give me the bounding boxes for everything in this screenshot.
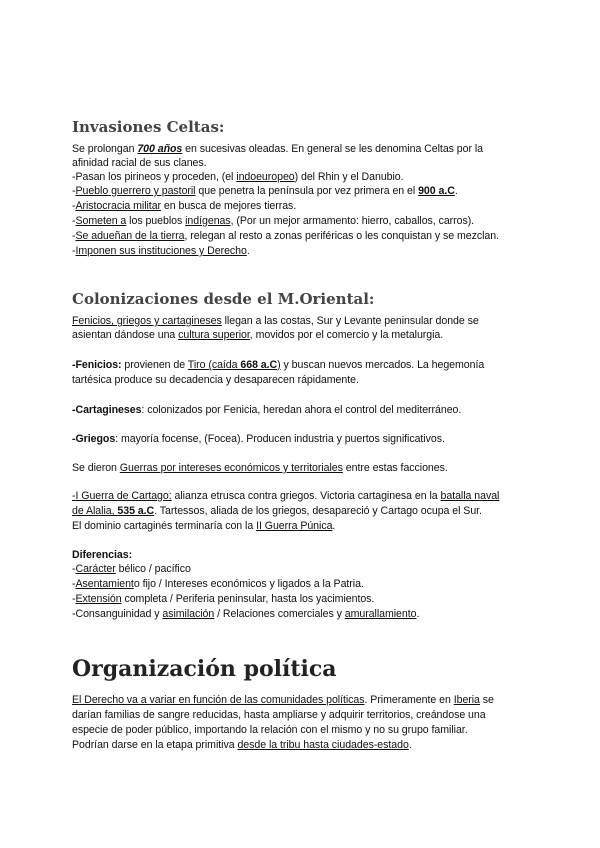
celtas-line-7: -Se adueñan de la tierra, relegan al resto a zonas periféricas o les conquistan y se mezclan. [72,230,500,242]
section-title-organizacion: Organización política [72,656,337,682]
organizacion-line-2: darían familias de sangre reducidas, hasta ampliarse y adquirir territorios, creándose una [72,709,486,721]
diferencias-line-2: -Asentamiento fijo / Intereses económicos y ligados a la Patria. [72,578,364,590]
fenicios-line-1: -Fenicios: provienen de Tiro (caída 668 a.C) y buscan nuevos mercados. La hegemonía [72,359,485,371]
celtas-line-4: -Pueblo guerrero y pastoril que penetra la península por vez primera en el 900 a.C. [72,185,458,197]
organizacion-line-3: especie de poder público, importando la relación con el mismo y no su grupo familiar. [72,724,468,736]
diferencias-line-1: -Carácter bélico / pacífico [72,563,191,575]
celtas-line-6: -Someten a los pueblos indígenas, (Por un mejor armamento: hierro, caballos, carros). [72,215,475,227]
celtas-line-5: -Aristocracia militar en busca de mejores tierras. [72,200,297,212]
diferencias-line-4: -Consanguinidad y asimilación / Relaciones comerciales y amurallamiento. [72,608,420,620]
section-title-colonizaciones: Colonizaciones desde el M.Oriental: [72,290,375,308]
cartagineses-line: -Cartagineses: colonizados por Fenicia, heredan ahora el control del mediterráneo. [72,404,462,416]
organizacion-line-4: Podrían darse en la etapa primitiva desde la tribu hasta ciudades-estado. [72,739,412,751]
griegos-line: -Griegos: mayoría focense, (Focea). Producen industria y puertos significativos. [72,433,445,445]
organizacion-line-1: El Derecho va a variar en función de las comunidades políticas. Primeramente en Iberia se [72,694,494,706]
colon-line-2: asientan dándose una cultura superior, movidos por el comercio y la metalurgia. [72,329,444,341]
celtas-line-1: Se prolongan 700 años en sucesivas oleadas. En general se les denomina Celtas por la [72,143,483,155]
section-title-celtas: Invasiones Celtas: [72,118,225,136]
guerra-cartago-line-3: El dominio cartaginés terminaría con la II Guerra Púnica. [72,520,336,532]
celtas-line-2: afinidad racial de sus clanes. [72,157,207,169]
diferencias-title: Diferencias: [72,549,133,561]
guerras-line: Se dieron Guerras por intereses económicos y territoriales entre estas facciones. [72,462,448,474]
celtas-line-8: -Imponen sus instituciones y Derecho. [72,245,250,257]
diferencias-line-3: -Extensión completa / Periferia peninsular, hasta los yacimientos. [72,593,375,605]
guerra-cartago-line-2: de Alalia, 535 a.C. Tartessos, aliada de los griegos, desapareció y Cartago ocupa el Sur. [72,505,482,517]
fenicios-line-2: tartésica produce su decadencia y desaparecen rápidamente. [72,374,359,386]
celtas-line-3: -Pasan los pirineos y proceden, (el indoeuropeo) del Rhin y el Danubio. [72,171,404,183]
colon-line-1: Fenicios, griegos y cartagineses llegan a las costas, Sur y Levante peninsular donde se [72,315,479,327]
guerra-cartago-line-1: -I Guerra de Cartago: alianza etrusca contra griegos. Victoria cartaginesa en la batalla naval [72,490,500,502]
